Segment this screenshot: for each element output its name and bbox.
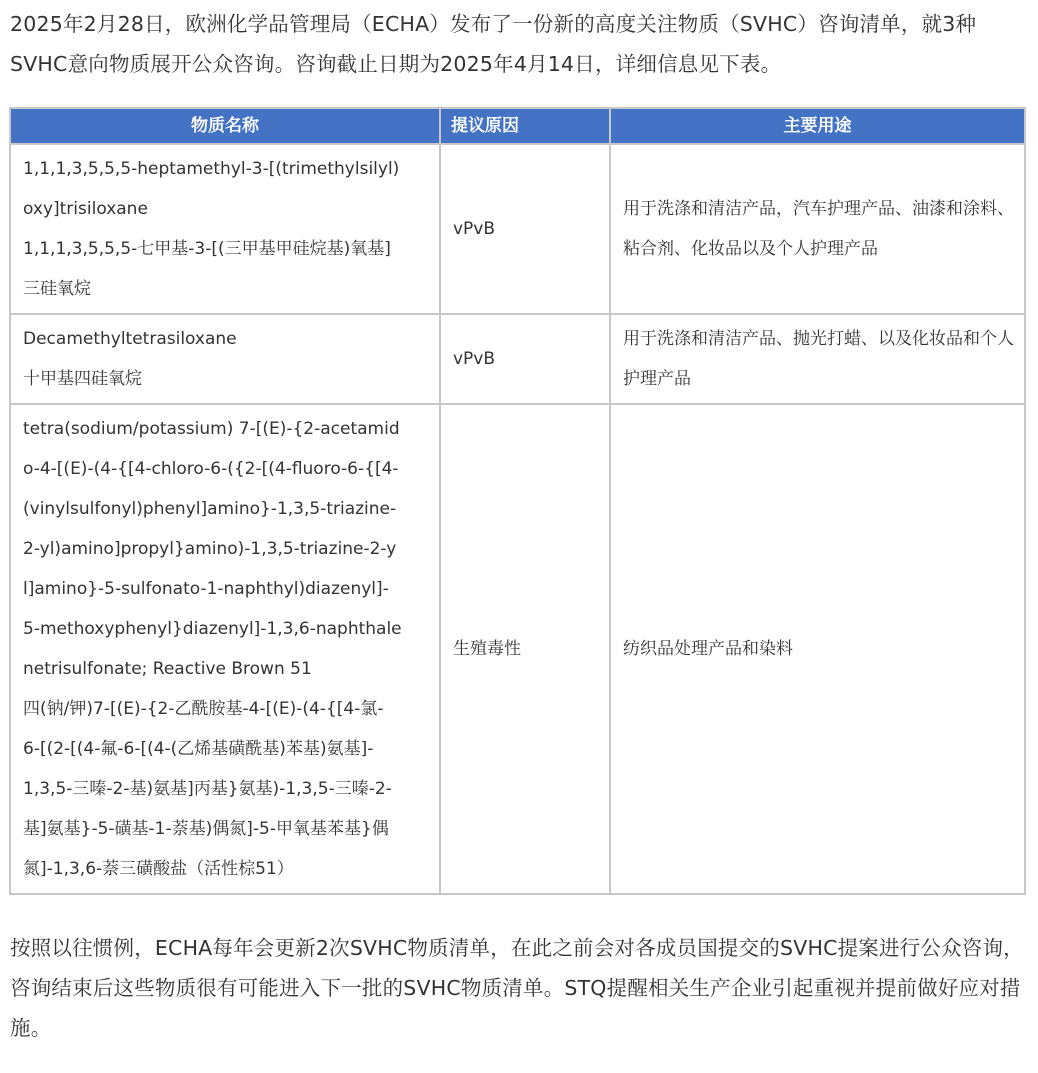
substance-name-cell [10, 314, 440, 404]
substance-name-line: 十甲基四硅氧烷 [23, 369, 142, 389]
substance-name-line: tetra(sodium/potassium) 7-[(E)-{2-acetamid [23, 419, 400, 439]
usage-cell: 用于洗涤和清洁产品、抛光打蜡、以及化妆品和个人护理产品 [610, 314, 1025, 404]
usage-cell: 纺织品处理产品和染料 [610, 404, 1025, 894]
substance-name-line: netrisulfonate; Reactive Brown 51 [23, 659, 312, 679]
header-substance-name: 物质名称 [10, 108, 440, 144]
substance-name-line: l]amino}-5-sulfonato-1-naphthyl)diazenyl]- [23, 579, 389, 599]
substance-name-line: 1,1,1,3,5,5,5-heptamethyl-3-[(trimethylsilyl) [23, 159, 400, 179]
header-main-usage: 主要用途 [610, 108, 1025, 144]
svhc-table [9, 107, 1026, 895]
closing-paragraph: 按照以往惯例，ECHA每年会更新2次SVHC物质清单，在此之前会对各成员国提交的SVHC提案进行公众咨询，咨询结束后这些物质很有可能进入下一批的SVHC物质清单。STQ提醒相关生产企业引起重视并提前做好应对措施。 [10, 936, 1024, 1040]
substance-name-line: oxy]trisiloxane [23, 199, 148, 219]
reason-cell: vPvB [440, 314, 610, 404]
substance-name-line: 1,1,1,3,5,5,5-七甲基-3-[(三甲基甲硅烷基)氧基] [23, 239, 391, 259]
table-header-row [10, 108, 1025, 144]
substance-name-line: 1,3,5-三嗪-2-基)氨基]丙基}氨基)-1,3,5-三嗪-2- [23, 779, 392, 799]
substance-name-line: (vinylsulfonyl)phenyl]amino}-1,3,5-triazine- [23, 499, 397, 519]
substance-name-line: 6-[(2-[(4-氟-6-[(4-(乙烯基磺酰基)苯基)氨基]- [23, 739, 374, 759]
substance-name-line: 2-yl)amino]propyl}amino)-1,3,5-triazine-2-y [23, 539, 397, 559]
table-row [10, 404, 1025, 894]
substance-name-line: 5-methoxyphenyl}diazenyl]-1,3,6-naphthale [23, 619, 402, 639]
substance-name-line: o-4-[(E)-(4-{[4-chloro-6-({2-[(4-fluoro-6-{[4- [23, 459, 399, 479]
substance-name-line: 基]氨基}-5-磺基-1-萘基)偶氮]-5-甲氧基苯基}偶 [23, 819, 389, 839]
substance-name-line: 三硅氧烷 [23, 279, 91, 299]
intro-paragraph: 2025年2月28日，欧洲化学品管理局（ECHA）发布了一份新的高度关注物质（SVHC）咨询清单，就3种SVHC意向物质展开公众咨询。咨询截止日期为2025年4月14日，详细信息见下表。 [10, 12, 977, 76]
table-row [10, 144, 1025, 314]
table-row [10, 314, 1025, 404]
substance-name-line: Decamethyltetrasiloxane [23, 329, 237, 349]
usage-cell: 用于洗涤和清洁产品，汽车护理产品、油漆和涂料、粘合剂、化妆品以及个人护理产品 [610, 144, 1025, 314]
header-proposal-reason: 提议原因 [440, 108, 610, 144]
substance-name-line: 四(钠/钾)7-[(E)-{2-乙酰胺基-4-[(E)-(4-{[4-氯- [23, 699, 384, 719]
substance-name-cell [10, 144, 440, 314]
reason-cell: vPvB [440, 144, 610, 314]
reason-cell: 生殖毒性 [440, 404, 610, 894]
substance-name-line: 氮]-1,3,6-萘三磺酸盐（活性棕51） [23, 859, 294, 879]
substance-name-cell [10, 404, 440, 894]
